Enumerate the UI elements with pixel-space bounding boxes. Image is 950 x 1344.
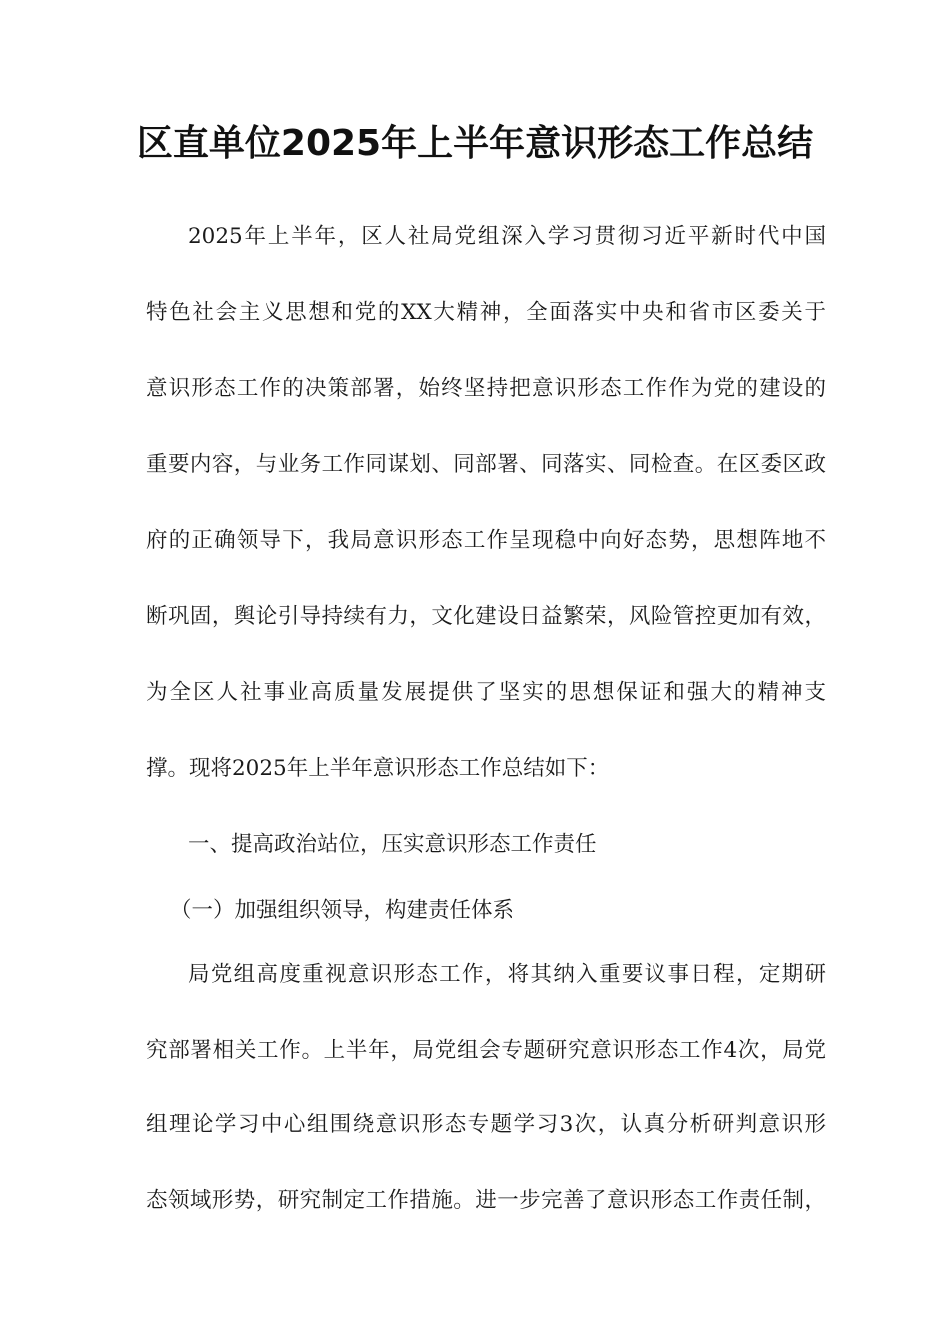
section-heading: 一、提高政治站位，压实意识形态工作责任	[188, 832, 597, 857]
paragraph-line: 为全区人社事业高质量发展提供了坚实的思想保证和强大的精神支	[146, 680, 826, 705]
paragraph-line: 组理论学习中心组围绕意识形态专题学习3次，认真分析研判意识形	[146, 1112, 826, 1137]
paragraph-line: 究部署相关工作。上半年，局党组会专题研究意识形态工作4次，局党	[146, 1038, 826, 1063]
paragraph-line: 局党组高度重视意识形态工作，将其纳入重要议事日程，定期研	[188, 962, 826, 987]
paragraph-line: 2025年上半年，区人社局党组深入学习贯彻习近平新时代中国	[188, 224, 826, 249]
paragraph-line: 意识形态工作的决策部署，始终坚持把意识形态工作作为党的建设的	[146, 376, 826, 401]
paragraph-line: 特色社会主义思想和党的XX大精神，全面落实中央和省市区委关于	[146, 300, 826, 325]
document-title: 区直单位2025年上半年意识形态工作总结	[136, 123, 814, 164]
subsection-heading: （一）加强组织领导，构建责任体系	[170, 898, 515, 923]
paragraph-line: 府的正确领导下，我局意识形态工作呈现稳中向好态势，思想阵地不	[146, 528, 826, 553]
paragraph-line: 撑。现将2025年上半年意识形态工作总结如下：	[146, 756, 610, 781]
paragraph-line: 断巩固，舆论引导持续有力，文化建设日益繁荣，风险管控更加有效，	[146, 604, 826, 629]
paragraph-line: 重要内容，与业务工作同谋划、同部署、同落实、同检查。在区委区政	[146, 452, 826, 477]
paragraph-line: 态领域形势，研究制定工作措施。进一步完善了意识形态工作责任制，	[146, 1188, 826, 1213]
